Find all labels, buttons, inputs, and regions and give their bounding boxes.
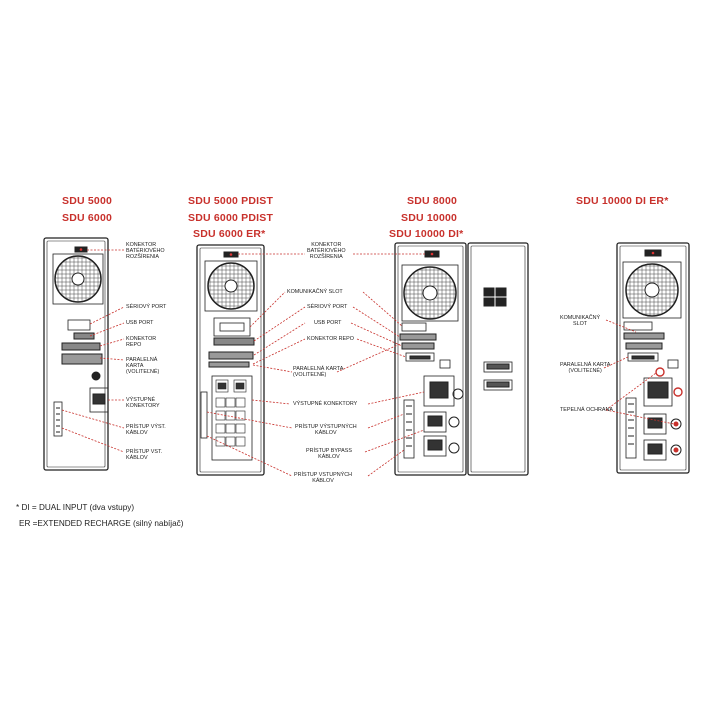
title-sdu-8000: SDU 8000 xyxy=(407,195,458,207)
fan-icon xyxy=(402,265,458,321)
label-line: KONEKTOR xyxy=(126,242,157,248)
label-line: (VOLITEĽNÉ) xyxy=(568,368,602,375)
label-komunikacny-slot-4 xyxy=(560,315,600,327)
label-line: KÁBLOV xyxy=(315,430,337,437)
title-sdu-10000: SDU 10000 xyxy=(401,212,458,224)
label-line: KOMUNIKAČNÝ xyxy=(560,315,601,321)
ups-unit-sdu-5000-6000 xyxy=(44,238,108,470)
label-line: KÁBLOV xyxy=(318,454,340,461)
label-vystupne-konektory-2: VÝSTUPNÉ KONEKTORY xyxy=(293,401,358,407)
label-line: (VOLITEĽNÉ) xyxy=(293,372,327,379)
label-line: PRÍSTUP BYPASS xyxy=(306,448,352,454)
label-konektor-repo-2: KONEKTOR REPO xyxy=(307,336,354,342)
label-line: PARALELNÁ xyxy=(126,357,158,363)
label-line: PARALELNÁ KARTA xyxy=(560,362,611,368)
label-line: PRÍSTUP VST. xyxy=(126,449,163,455)
label-line: BATÉRIOVÉHO xyxy=(307,248,346,255)
label-line: KONEKTORY xyxy=(126,403,160,410)
title-sdu-5000-pdist: SDU 5000 PDIST xyxy=(188,195,274,207)
label-pristup-vyst-1 xyxy=(126,424,166,436)
label-paralelna-karta-2 xyxy=(293,366,343,378)
label-konektor-bateria-2 xyxy=(307,242,346,261)
footnote-extended-recharge: ER =EXTENDED RECHARGE (silný nabíjač) xyxy=(19,519,184,528)
label-line: PRÍSTUP VÝST. xyxy=(126,424,166,430)
label-line: ROZŠÍRENIA xyxy=(309,254,343,261)
label-line: VÝSTUPNÉ xyxy=(126,397,156,403)
label-pristup-vystupnych-2 xyxy=(295,424,357,436)
label-line: KÁBLOV xyxy=(126,455,148,462)
label-paralelna-karta-4 xyxy=(560,362,610,374)
label-line: PARALELNÁ KARTA xyxy=(293,366,344,372)
label-tepelna-ochrana-4: TEPELNÁ OCHRANA xyxy=(560,407,614,413)
label-line: (VOLITEĽNÉ) xyxy=(126,369,160,376)
label-konektor-repo-1 xyxy=(126,336,156,348)
ups-unit-sdu-8000-10000 xyxy=(395,243,528,475)
label-line: SLOT xyxy=(573,321,588,328)
label-line: PRÍSTUP VÝSTUPNÝCH xyxy=(295,424,357,430)
label-pristup-vst-1 xyxy=(126,449,162,461)
output-sockets-icon xyxy=(216,380,246,446)
title-sdu-5000: SDU 5000 xyxy=(62,195,113,207)
label-usb-port-1: USB PORT xyxy=(126,320,154,326)
label-line: BATÉRIOVÉHO xyxy=(126,248,165,255)
label-line: KÁBLOV xyxy=(126,430,148,437)
fan-icon xyxy=(205,261,257,311)
label-paralelna-karta-1 xyxy=(126,357,159,376)
label-usb-port-2: USB PORT xyxy=(314,320,342,326)
fan-icon xyxy=(623,262,681,318)
label-pristup-vstupnych-2 xyxy=(294,472,352,484)
footnote-dual-input: * DI = DUAL INPUT (dva vstupy) xyxy=(16,503,135,512)
title-sdu-6000-er: SDU 6000 ER* xyxy=(193,228,266,240)
ups-unit-sdu-pdist xyxy=(197,245,264,475)
label-pristup-bypass-2 xyxy=(306,448,352,460)
ups-unit-sdu-10000-di-er xyxy=(617,243,689,473)
title-sdu-6000: SDU 6000 xyxy=(62,212,113,224)
label-komunikacny-slot-2: KOMUNIKAČNÝ SLOT xyxy=(287,289,343,295)
label-seriovy-port-1: SÉRIOVÝ PORT xyxy=(126,304,167,310)
label-vystupne-konektory-1 xyxy=(126,397,160,409)
label-line: KÁBLOV xyxy=(312,478,334,485)
label-line: KONEKTOR xyxy=(126,336,157,342)
title-sdu-6000-pdist: SDU 6000 PDIST xyxy=(188,212,274,224)
label-line: KONEKTOR xyxy=(311,242,342,248)
label-line: PRÍSTUP VSTUPNÝCH xyxy=(294,472,353,478)
label-konektor-bateria-1 xyxy=(126,242,165,261)
label-line: REPO xyxy=(126,342,142,349)
fan-icon xyxy=(53,254,103,304)
label-line: KARTA xyxy=(126,363,144,370)
title-sdu-10000-di-er: SDU 10000 DI ER* xyxy=(576,195,669,207)
label-seriovy-port-2: SÉRIOVÝ PORT xyxy=(307,304,348,310)
title-sdu-10000-di: SDU 10000 DI* xyxy=(389,228,464,240)
label-line: ROZŠÍRENIA xyxy=(126,254,159,261)
